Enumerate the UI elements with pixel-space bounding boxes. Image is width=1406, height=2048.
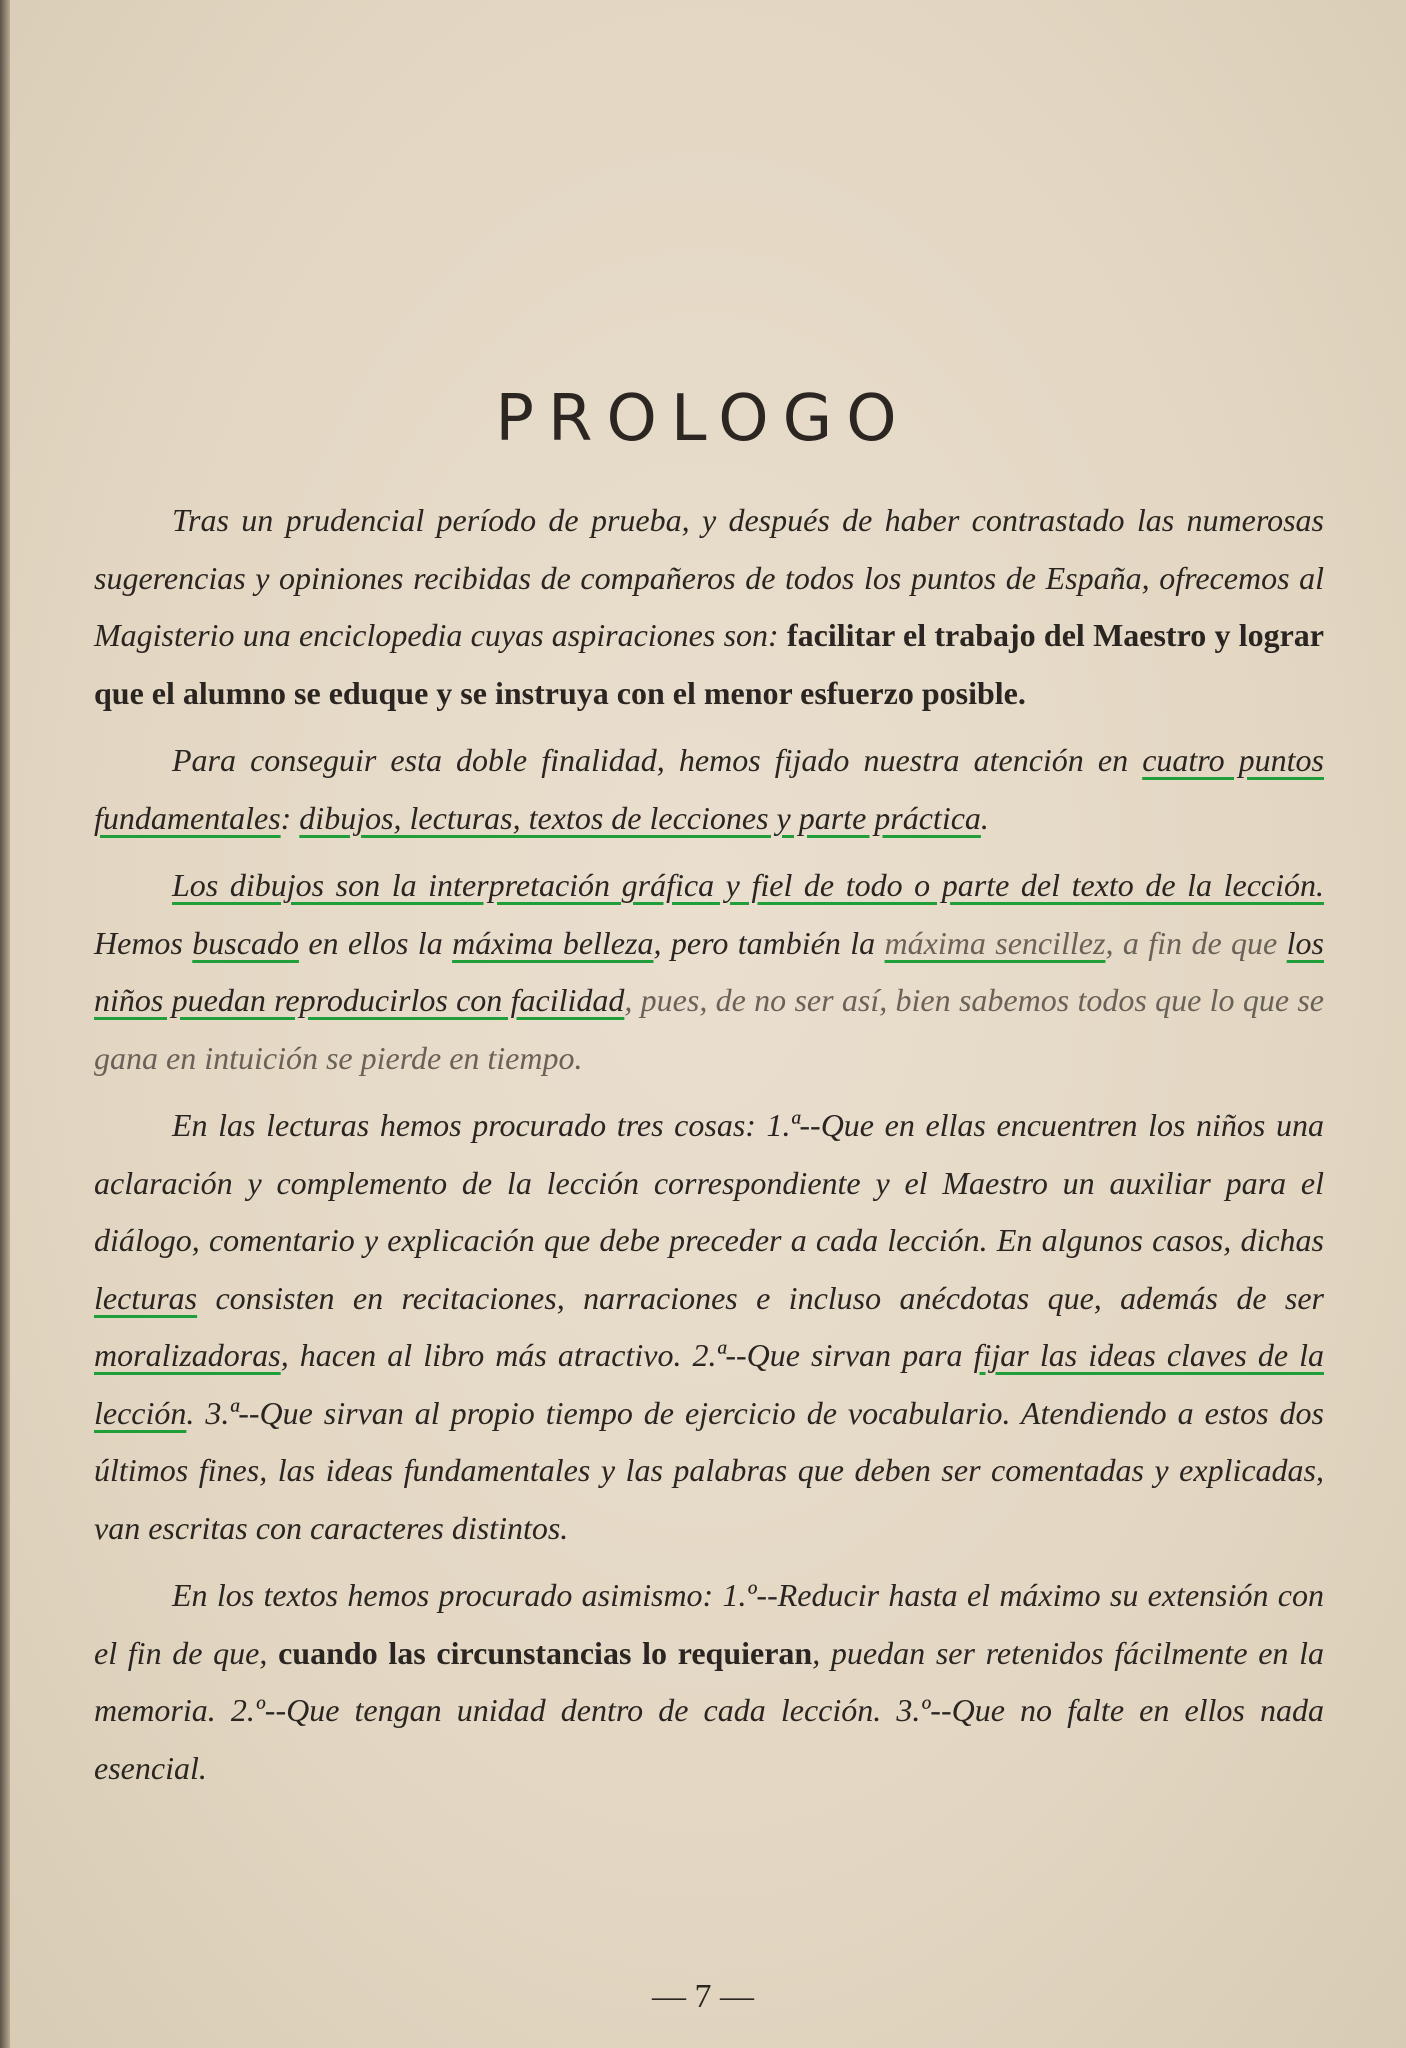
- page-title: PROLOGO: [495, 382, 911, 456]
- paragraph-2: [94, 732, 1324, 847]
- paragraph-5: [94, 1567, 1324, 1797]
- paragraph-3-text-b: en ellos la: [298, 924, 453, 961]
- paragraph-2-end: .: [980, 799, 989, 836]
- underline-buscado: buscado: [192, 924, 299, 961]
- underline-maxima-belleza: máxima belleza: [452, 924, 654, 961]
- paragraph-3-text-d: , a fin de que: [1105, 924, 1287, 961]
- paragraph-3-text-c: , pero también la: [653, 924, 885, 961]
- underline-dibujos-lecturas: dibujos, lecturas, textos de lecciones y parte práctica: [299, 799, 981, 836]
- paragraph-4-text-d: . 3.ª--Que sirvan al propio tiempo de ejercicio de vocabulario. Atendiendo a estos dos últimos fines, las ideas fundamentales y las palabras que deben ser comentadas y explicadas, van escritas con caracteres distintos.: [94, 1394, 1324, 1546]
- underline-moralizadoras: moralizadoras: [94, 1337, 281, 1373]
- paragraph-5-text-c: , puedan ser retenidos fácilmente en la memoria. 2.º--Que tengan unidad dentro de cada lección. 3.º--Que no falte en ellos nada esencial.: [94, 1634, 1325, 1786]
- paragraph-1-bold: facilitar el trabajo del Maestro y lograr que el alumno se eduque y se instruya con el menor esfuerzo posible.: [94, 617, 1325, 711]
- underline-cuatro-puntos: cuatro puntos fundamentales: [94, 742, 1325, 836]
- prologue-body: [94, 492, 1324, 1797]
- paragraph-3: [94, 857, 1324, 1087]
- paragraph-3-text-e: , pues, de no ser así, bien sabemos todos que lo que se gana en intuición se pierde en tiempo.: [94, 982, 1324, 1076]
- underline-fijar-ideas: fijar las ideas claves de la lección: [94, 1337, 1325, 1431]
- underline-dibujos-definicion: Los dibujos son la interpretación gráfica y fiel de todo o parte del texto de la lección.: [172, 867, 1324, 903]
- underline-ninos-reproducir: los niños puedan reproducirlos con facilidad: [94, 924, 1324, 1018]
- underline-lecturas: lecturas: [94, 1279, 198, 1316]
- paragraph-2-colon: :: [280, 799, 300, 836]
- underline-maxima-sencillez: máxima sencillez: [884, 924, 1106, 961]
- paragraph-4-text-c: , hacen al libro más atractivo. 2.ª--Que sirvan para: [280, 1337, 974, 1373]
- paragraph-2-text: Para conseguir esta doble finalidad, hemos fijado nuestra atención en: [172, 742, 1143, 778]
- paragraph-1-text: Tras un prudencial período de prueba, y después de haber contrastado las numerosas sugerencias y opiniones recibidas de compañeros de todos los puntos de España, ofrecemos al Magisterio una enciclopedia cuyas aspiraciones son:: [94, 502, 1324, 653]
- paragraph-4-text-a: En las lecturas hemos procurado tres cosas: 1.ª--Que en ellas encuentren los niños una aclaración y complemento de la lección correspondiente y el Maestro un auxiliar para el diálogo, comentario y explicación que debe preceder a cada lección. En algunos casos, dichas: [94, 1107, 1324, 1258]
- paragraph-5-bold: cuando las circunstancias lo requieran: [278, 1634, 813, 1671]
- book-spine-shadow: [0, 0, 10, 2048]
- paragraph-4-text-b: consisten en recitaciones, narraciones e incluso anécdotas que, además de ser: [197, 1279, 1324, 1316]
- paragraph-4: [94, 1097, 1324, 1557]
- paragraph-1: [94, 492, 1324, 722]
- paragraph-5-text-a: En los textos hemos procurado asimismo: 1.º--Reducir hasta el máximo su extensión con el fin de que,: [94, 1577, 1324, 1671]
- paragraph-3-text-a: Hemos: [94, 924, 193, 961]
- page-number: — 7 —: [652, 1978, 754, 2015]
